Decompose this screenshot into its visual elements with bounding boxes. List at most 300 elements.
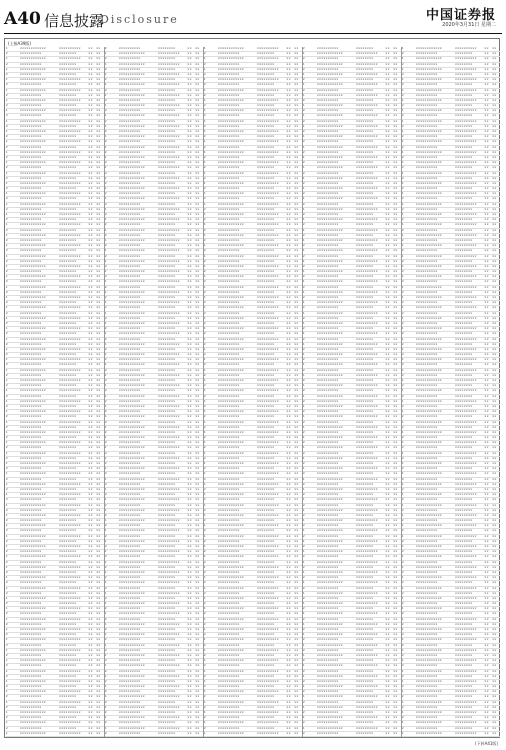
table-cell: ××××××××××××: [316, 508, 343, 512]
table-cell: ××××××××××: [118, 88, 141, 92]
table-cell: ××: [484, 280, 489, 284]
table-cell: ××: [393, 140, 398, 144]
table-cell: 2: [402, 93, 404, 97]
table-cell: ××: [195, 425, 200, 429]
table-cell: ××: [187, 306, 192, 310]
table-cell: 1: [303, 353, 305, 357]
table-cell: ××: [393, 384, 398, 388]
table-cell: 2: [303, 700, 305, 704]
table-cell: ××: [385, 565, 390, 569]
table-cell: ××: [294, 244, 299, 248]
table-cell: ××××××××: [157, 462, 176, 465]
table-cell: ××: [492, 503, 497, 507]
table-cell: 2: [303, 358, 305, 362]
table-cell: ××××××××××××: [316, 145, 343, 149]
table-cell: ××××××××××: [454, 47, 477, 50]
table-cell: ××: [393, 674, 398, 678]
table-cell: ××××××××××: [256, 140, 279, 144]
table-cell: ××××××××××××: [19, 161, 46, 165]
table-cell: ××××××××××: [454, 285, 477, 289]
table-cell: ××: [492, 430, 497, 434]
table-cell: ××××××××: [454, 104, 473, 108]
table-cell: ××: [96, 441, 101, 445]
table-cell: ××: [393, 669, 398, 673]
table-cell: ××××××××××: [415, 207, 438, 211]
table-cell: 2: [402, 104, 404, 108]
table-cell: ××××××××: [256, 519, 275, 523]
table-cell: ××: [484, 617, 489, 621]
table-cell: ××: [492, 83, 497, 87]
table-cell: ××××××××××××: [118, 249, 145, 253]
table-cell: ××: [294, 622, 299, 626]
table-cell: ××: [393, 622, 398, 626]
table-cell: ××: [88, 88, 93, 92]
table-cell: ××××××××: [157, 430, 176, 434]
table-cell: ××××××××××: [355, 114, 378, 118]
table-cell: ××: [393, 301, 398, 305]
table-cell: 1: [6, 472, 8, 476]
table-cell: ××××××××××: [256, 264, 279, 268]
table-cell: ××××××××××××: [217, 659, 244, 663]
table-cell: ××: [484, 358, 489, 362]
table-cell: ××××××××: [454, 280, 473, 284]
table-cell: ××××××××: [454, 436, 473, 440]
table-cell: 2: [402, 311, 404, 315]
table-cell: ××: [286, 695, 291, 699]
table-cell: 1: [105, 207, 107, 211]
table-cell: 1: [6, 202, 8, 206]
table-cell: ××××××××××: [19, 83, 42, 87]
table-cell: ××: [96, 93, 101, 97]
table-cell: ××: [195, 430, 200, 434]
table-cell: 1: [303, 114, 305, 118]
table-cell: ××: [492, 716, 497, 720]
table-cell: ××: [492, 130, 497, 133]
table-cell: ××: [484, 498, 489, 502]
table-cell: ××: [96, 586, 101, 590]
table-cell: ××: [385, 493, 390, 497]
table-cell: ××: [187, 88, 192, 92]
table-cell: ××: [385, 674, 390, 678]
table-cell: 1: [303, 373, 305, 377]
table-cell: ××: [393, 332, 398, 336]
table-cell: 2: [105, 565, 107, 569]
table-cell: ××: [195, 508, 200, 512]
table-cell: ××: [88, 130, 93, 133]
table-cell: ××××××××××: [415, 602, 438, 606]
table-cell: ××: [294, 659, 299, 663]
table-cell: ××: [294, 155, 299, 159]
table-cell: 2: [402, 560, 404, 564]
table-cell: 1: [6, 379, 8, 382]
table-cell: ××××××××××××: [217, 264, 244, 268]
table-cell: ××: [195, 327, 200, 331]
table-cell: ××: [294, 482, 299, 486]
table-cell: ××××××××××: [454, 679, 477, 683]
table-cell: ××: [492, 238, 497, 242]
table-cell: ××××××××××: [58, 327, 81, 331]
table-cell: ××××××××××: [157, 332, 180, 336]
table-cell: ××××××××: [58, 72, 77, 76]
table-cell: ××××××××: [157, 88, 176, 92]
table-cell: ××: [385, 467, 390, 471]
table-cell: ××: [294, 430, 299, 434]
table-cell: ××××××××××××: [415, 565, 442, 569]
table-cell: 1: [402, 596, 404, 600]
table-cell: ××: [393, 166, 398, 170]
table-cell: 1: [105, 52, 107, 56]
table-cell: ××××××××: [256, 487, 275, 491]
table-cell: ××: [484, 643, 489, 647]
table-cell: ××××××××××××: [316, 363, 343, 367]
table-cell: ××××××××××: [157, 342, 180, 346]
table-cell: 2: [303, 628, 305, 631]
table-cell: ××××××××××: [58, 524, 81, 528]
table-cell: ××: [393, 596, 398, 600]
table-cell: ××: [492, 685, 497, 689]
table-cell: 2: [204, 602, 206, 606]
table-cell: ××××××××: [58, 176, 77, 180]
table-cell: ××××××××: [58, 228, 77, 232]
table-cell: ××: [385, 534, 390, 538]
table-cell: ××××××××××: [118, 57, 141, 61]
table-cell: 1: [6, 389, 8, 393]
table-cell: 1: [105, 166, 107, 170]
table-cell: ××: [484, 290, 489, 294]
table-cell: 2: [6, 52, 8, 56]
table-cell: ××××××××: [355, 347, 374, 351]
table-cell: 1: [204, 617, 206, 621]
table-cell: ××: [294, 114, 299, 118]
table-cell: ××: [484, 140, 489, 144]
table-cell: ××: [385, 332, 390, 336]
table-cell: 1: [402, 503, 404, 507]
table-cell: 2: [204, 301, 206, 305]
table-cell: 1: [303, 404, 305, 408]
table-cell: ××: [96, 363, 101, 367]
table-cell: ××: [187, 576, 192, 580]
table-cell: 1: [303, 83, 305, 87]
table-cell: ××: [286, 716, 291, 720]
table-cell: ××××××××××: [415, 508, 438, 512]
table-cell: ××: [294, 223, 299, 227]
table-cell: ××: [187, 93, 192, 97]
table-cell: ××: [88, 264, 93, 268]
table-cell: ××××××××: [256, 716, 275, 720]
table-cell: ××××××××: [355, 513, 374, 517]
table-cell: ××××××××××××: [118, 270, 145, 274]
table-cell: ××: [286, 612, 291, 616]
table-cell: 1: [204, 638, 206, 642]
table-cell: ××: [294, 493, 299, 497]
table-cell: ××: [294, 467, 299, 471]
table-cell: ××: [286, 114, 291, 118]
table-cell: ××: [96, 674, 101, 678]
table-cell: ××: [484, 264, 489, 268]
table-cell: ××××××××××××: [118, 612, 145, 616]
table-cell: ××: [294, 591, 299, 595]
table-cell: ××××××××××: [316, 700, 339, 704]
table-cell: ××: [195, 472, 200, 476]
table-cell: ××: [96, 213, 101, 216]
table-cell: 2: [204, 218, 206, 222]
table-cell: ××××××××××: [19, 249, 42, 253]
table-cell: ××××××××: [454, 602, 473, 606]
table-cell: ××××××××××××: [118, 685, 145, 689]
table-cell: ××××××××××: [454, 700, 477, 704]
table-cell: ××××××××××: [415, 436, 438, 440]
table-cell: ××××××××××: [217, 716, 240, 720]
table-cell: ××: [187, 249, 192, 253]
table-cell: ××: [187, 140, 192, 144]
table-cell: ××: [294, 83, 299, 87]
table-cell: ××: [195, 218, 200, 222]
table-cell: ××: [385, 306, 390, 310]
table-cell: ××: [88, 456, 93, 460]
table-cell: 1: [204, 254, 206, 258]
table-cell: ××××××××××××: [118, 477, 145, 481]
table-cell: ××××××××××××: [415, 244, 442, 248]
table-cell: ××××××××××: [118, 576, 141, 580]
table-cell: ××: [385, 669, 390, 673]
table-cell: ××××××××××: [454, 441, 477, 445]
table-cell: ××: [492, 638, 497, 642]
table-cell: ××××××××××××: [316, 187, 343, 191]
table-cell: ××: [187, 477, 192, 481]
table-cell: ××××××××××: [118, 213, 141, 216]
table-cell: ××: [187, 529, 192, 533]
table-cell: 2: [105, 347, 107, 351]
table-cell: ××: [492, 705, 497, 709]
table-cell: 1: [204, 306, 206, 310]
table-cell: 1: [6, 78, 8, 82]
table-cell: ××××××××××: [118, 306, 141, 310]
table-cell: 2: [204, 529, 206, 533]
table-cell: ××××××××××××: [118, 93, 145, 97]
table-cell: ××××××××××: [157, 394, 180, 398]
table-cell: 1: [105, 259, 107, 263]
table-cell: ××: [294, 379, 299, 382]
table-cell: ××: [385, 617, 390, 621]
table-cell: ××: [187, 493, 192, 497]
table-cell: ××: [385, 379, 390, 382]
table-cell: ××: [484, 389, 489, 393]
table-cell: 2: [303, 503, 305, 507]
table-cell: ××××××××××: [58, 690, 81, 694]
table-cell: ××××××××××××: [19, 347, 46, 351]
table-cell: ××: [393, 244, 398, 248]
table-cell: ××: [385, 394, 390, 398]
table-cell: 2: [204, 270, 206, 274]
table-cell: ××××××××××: [454, 88, 477, 92]
table-cell: ××××××××××: [19, 612, 42, 616]
table-cell: ××: [195, 503, 200, 507]
table-cell: 1: [105, 145, 107, 149]
table-cell: ××: [187, 555, 192, 559]
table-cell: ××××××××××: [355, 218, 378, 222]
table-cell: ××: [195, 62, 200, 66]
table-cell: ××: [385, 653, 390, 657]
table-cell: ××: [492, 321, 497, 325]
table-cell: ××××××××××: [19, 456, 42, 460]
table-cell: ××××××××××: [256, 596, 279, 600]
table-cell: ××: [393, 430, 398, 434]
table-cell: ××××××××××: [217, 612, 240, 616]
table-cell: ××××××××××: [454, 150, 477, 154]
table-cell: ××: [187, 47, 192, 50]
table-cell: ××: [286, 648, 291, 652]
table-cell: ××: [286, 487, 291, 491]
table-cell: ××××××××××: [256, 607, 279, 611]
table-cell: 2: [303, 223, 305, 227]
table-cell: ××××××××××××: [118, 332, 145, 336]
table-cell: ××: [88, 633, 93, 637]
table-cell: ××××××××××: [355, 52, 378, 56]
table-cell: ××××××××××××: [316, 342, 343, 346]
table-cell: ××: [294, 176, 299, 180]
table-cell: ××××××××××××: [316, 477, 343, 481]
table-cell: ××: [88, 659, 93, 663]
table-cell: ××: [88, 93, 93, 97]
table-cell: ××: [393, 607, 398, 611]
table-cell: ××: [96, 301, 101, 305]
table-cell: ××: [88, 176, 93, 180]
table-cell: 2: [6, 508, 8, 512]
table-cell: ××: [88, 197, 93, 201]
table-cell: ××: [385, 327, 390, 331]
table-cell: ××: [195, 685, 200, 689]
table-cell: ××: [286, 472, 291, 476]
table-cell: ××: [96, 711, 101, 714]
table-cell: ××××××××××: [415, 249, 438, 253]
table-cell: ××××××××××: [355, 695, 378, 699]
table-cell: ××××××××: [256, 83, 275, 87]
table-cell: 1: [303, 145, 305, 149]
table-cell: 2: [6, 560, 8, 564]
table-cell: ××: [96, 716, 101, 720]
table-cell: ××: [484, 155, 489, 159]
table-cell: 1: [402, 171, 404, 175]
table-cell: ××××××××: [454, 301, 473, 305]
table-cell: ××××××××: [454, 612, 473, 616]
table-cell: 2: [402, 467, 404, 471]
table-cell: ××: [393, 555, 398, 559]
table-cell: ××: [385, 607, 390, 611]
table-cell: ××××××××××: [58, 379, 81, 382]
table-cell: ××: [294, 57, 299, 61]
table-cell: ××××××××: [58, 321, 77, 325]
table-cell: ××××××××××: [118, 430, 141, 434]
table-cell: ××××××××××: [19, 187, 42, 191]
table-cell: ××××××××××: [118, 659, 141, 663]
column-2: [105, 47, 204, 737]
table-cell: ××: [492, 104, 497, 108]
table-cell: ××××××××: [256, 581, 275, 585]
table-cell: ××××××××××: [355, 62, 378, 66]
table-cell: ××××××××××: [19, 716, 42, 720]
table-cell: ××××××××××××: [316, 52, 343, 56]
table-cell: ××: [484, 202, 489, 206]
table-cell: 2: [303, 57, 305, 61]
table-cell: ××××××××××××: [217, 67, 244, 71]
table-cell: ××××××××××××: [217, 98, 244, 102]
table-cell: 2: [105, 285, 107, 289]
table-cell: 1: [402, 617, 404, 621]
table-cell: ××: [195, 342, 200, 346]
table-cell: ××: [286, 529, 291, 533]
table-cell: ××××××××××: [58, 233, 81, 237]
table-cell: 2: [204, 726, 206, 730]
table-cell: 2: [105, 586, 107, 590]
table-cell: 2: [105, 327, 107, 331]
table-cell: ××: [88, 337, 93, 341]
table-cell: ××: [492, 98, 497, 102]
table-cell: ××××××××: [157, 223, 176, 227]
table-cell: ××: [385, 47, 390, 50]
table-cell: ××: [88, 358, 93, 362]
table-cell: ××××××××: [157, 78, 176, 82]
table-cell: ××××××××××: [118, 296, 141, 299]
table-cell: ××: [385, 477, 390, 481]
table-cell: ××: [294, 399, 299, 403]
table-cell: ××: [393, 47, 398, 50]
table-cell: 1: [204, 451, 206, 455]
table-cell: ××: [393, 576, 398, 580]
table-cell: 1: [105, 726, 107, 730]
table-cell: 1: [105, 104, 107, 108]
table-cell: ××××××××××: [157, 135, 180, 139]
table-cell: 1: [303, 72, 305, 76]
table-cell: ××××××××××: [454, 275, 477, 279]
table-cell: ××××××××××: [157, 456, 180, 460]
table-cell: ××: [96, 664, 101, 668]
table-cell: ××: [294, 529, 299, 533]
table-cell: ××××××××: [256, 477, 275, 481]
table-cell: ××: [195, 487, 200, 491]
table-cell: ××: [195, 389, 200, 393]
table-cell: 1: [402, 565, 404, 569]
table-cell: ××××××××××××: [415, 617, 442, 621]
table-cell: ××××××××××××: [19, 482, 46, 486]
table-cell: 1: [204, 711, 206, 714]
table-cell: ××××××××××××: [415, 462, 442, 465]
table-cell: ××××××××××: [316, 482, 339, 486]
table-cell: ××: [484, 493, 489, 497]
table-cell: ××: [195, 700, 200, 704]
table-cell: ××××××××××: [355, 529, 378, 533]
table-cell: ××××××××: [454, 135, 473, 139]
table-cell: 2: [402, 602, 404, 606]
table-cell: ××: [484, 218, 489, 222]
table-cell: 2: [204, 612, 206, 616]
table-cell: ××: [187, 223, 192, 227]
table-cell: 2: [303, 596, 305, 600]
table-cell: ××××××××××××: [19, 296, 46, 299]
table-cell: ××: [385, 472, 390, 476]
table-cell: ××: [385, 602, 390, 606]
table-cell: ××××××××××××: [316, 529, 343, 533]
table-cell: ××××××××××: [454, 57, 477, 61]
table-cell: ××××××××××: [415, 643, 438, 647]
table-cell: ××: [88, 207, 93, 211]
table-cell: ××××××××××: [19, 342, 42, 346]
table-cell: ××××××××: [454, 581, 473, 585]
table-cell: ××××××××: [58, 591, 77, 595]
table-cell: 2: [204, 425, 206, 429]
table-cell: 2: [105, 617, 107, 621]
table-cell: 2: [204, 685, 206, 689]
table-cell: ××: [385, 202, 390, 206]
